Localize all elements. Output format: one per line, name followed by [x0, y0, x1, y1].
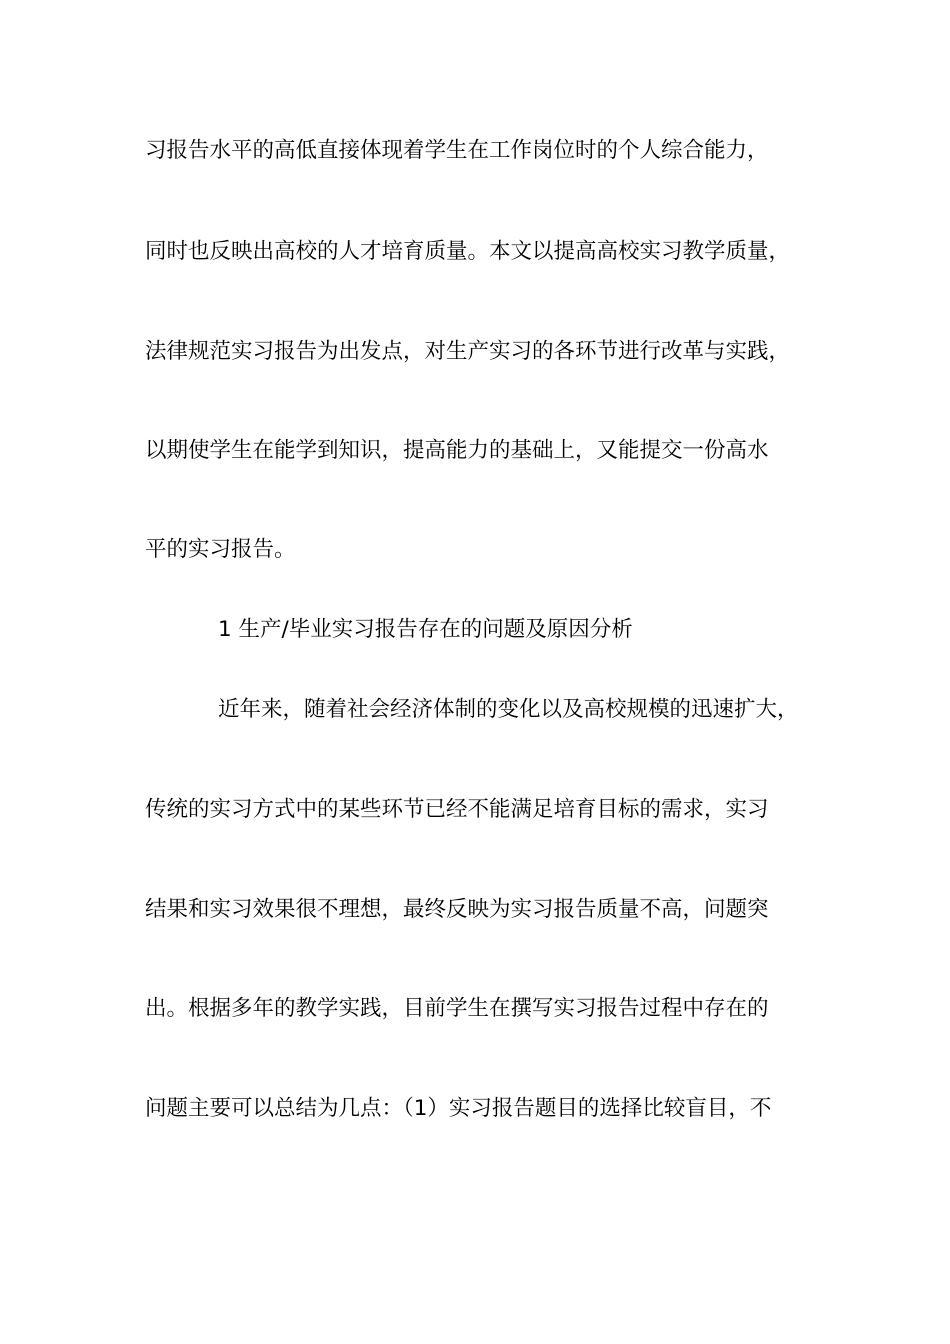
paragraph-line: 问题主要可以总结为几点：（1）实习报告题目的选择比较盲目，不	[145, 1096, 772, 1121]
paragraph-line: 近年来，随着社会经济体制的变化以及高校规模的迅速扩大，	[218, 697, 799, 722]
paragraph-line: 平的实习报告。	[145, 537, 296, 562]
paragraph-line: 以期使学生在能学到知识，提高能力的基础上，又能提交一份高水	[145, 438, 769, 463]
paragraph-line: 习报告水平的高低直接体现着学生在工作岗位时的个人综合能力，	[145, 138, 769, 163]
paragraph-line: 传统的实习方式中的某些环节已经不能满足培育目标的需求，实习	[145, 797, 769, 822]
paragraph-line: 同时也反映出高校的人才培育质量。本文以提高高校实习教学质量，	[145, 239, 791, 264]
paragraph-line: 法律规范实习报告为出发点，对生产实习的各环节进行改革与实践，	[145, 339, 791, 364]
paragraph-line: 出。根据多年的教学实践，目前学生在撰写实习报告过程中存在的	[145, 996, 769, 1021]
section-heading: 1 生产/毕业实习报告存在的问题及原因分析	[218, 617, 633, 642]
paragraph-line: 结果和实习效果很不理想，最终反映为实习报告质量不高，问题突	[145, 897, 769, 922]
